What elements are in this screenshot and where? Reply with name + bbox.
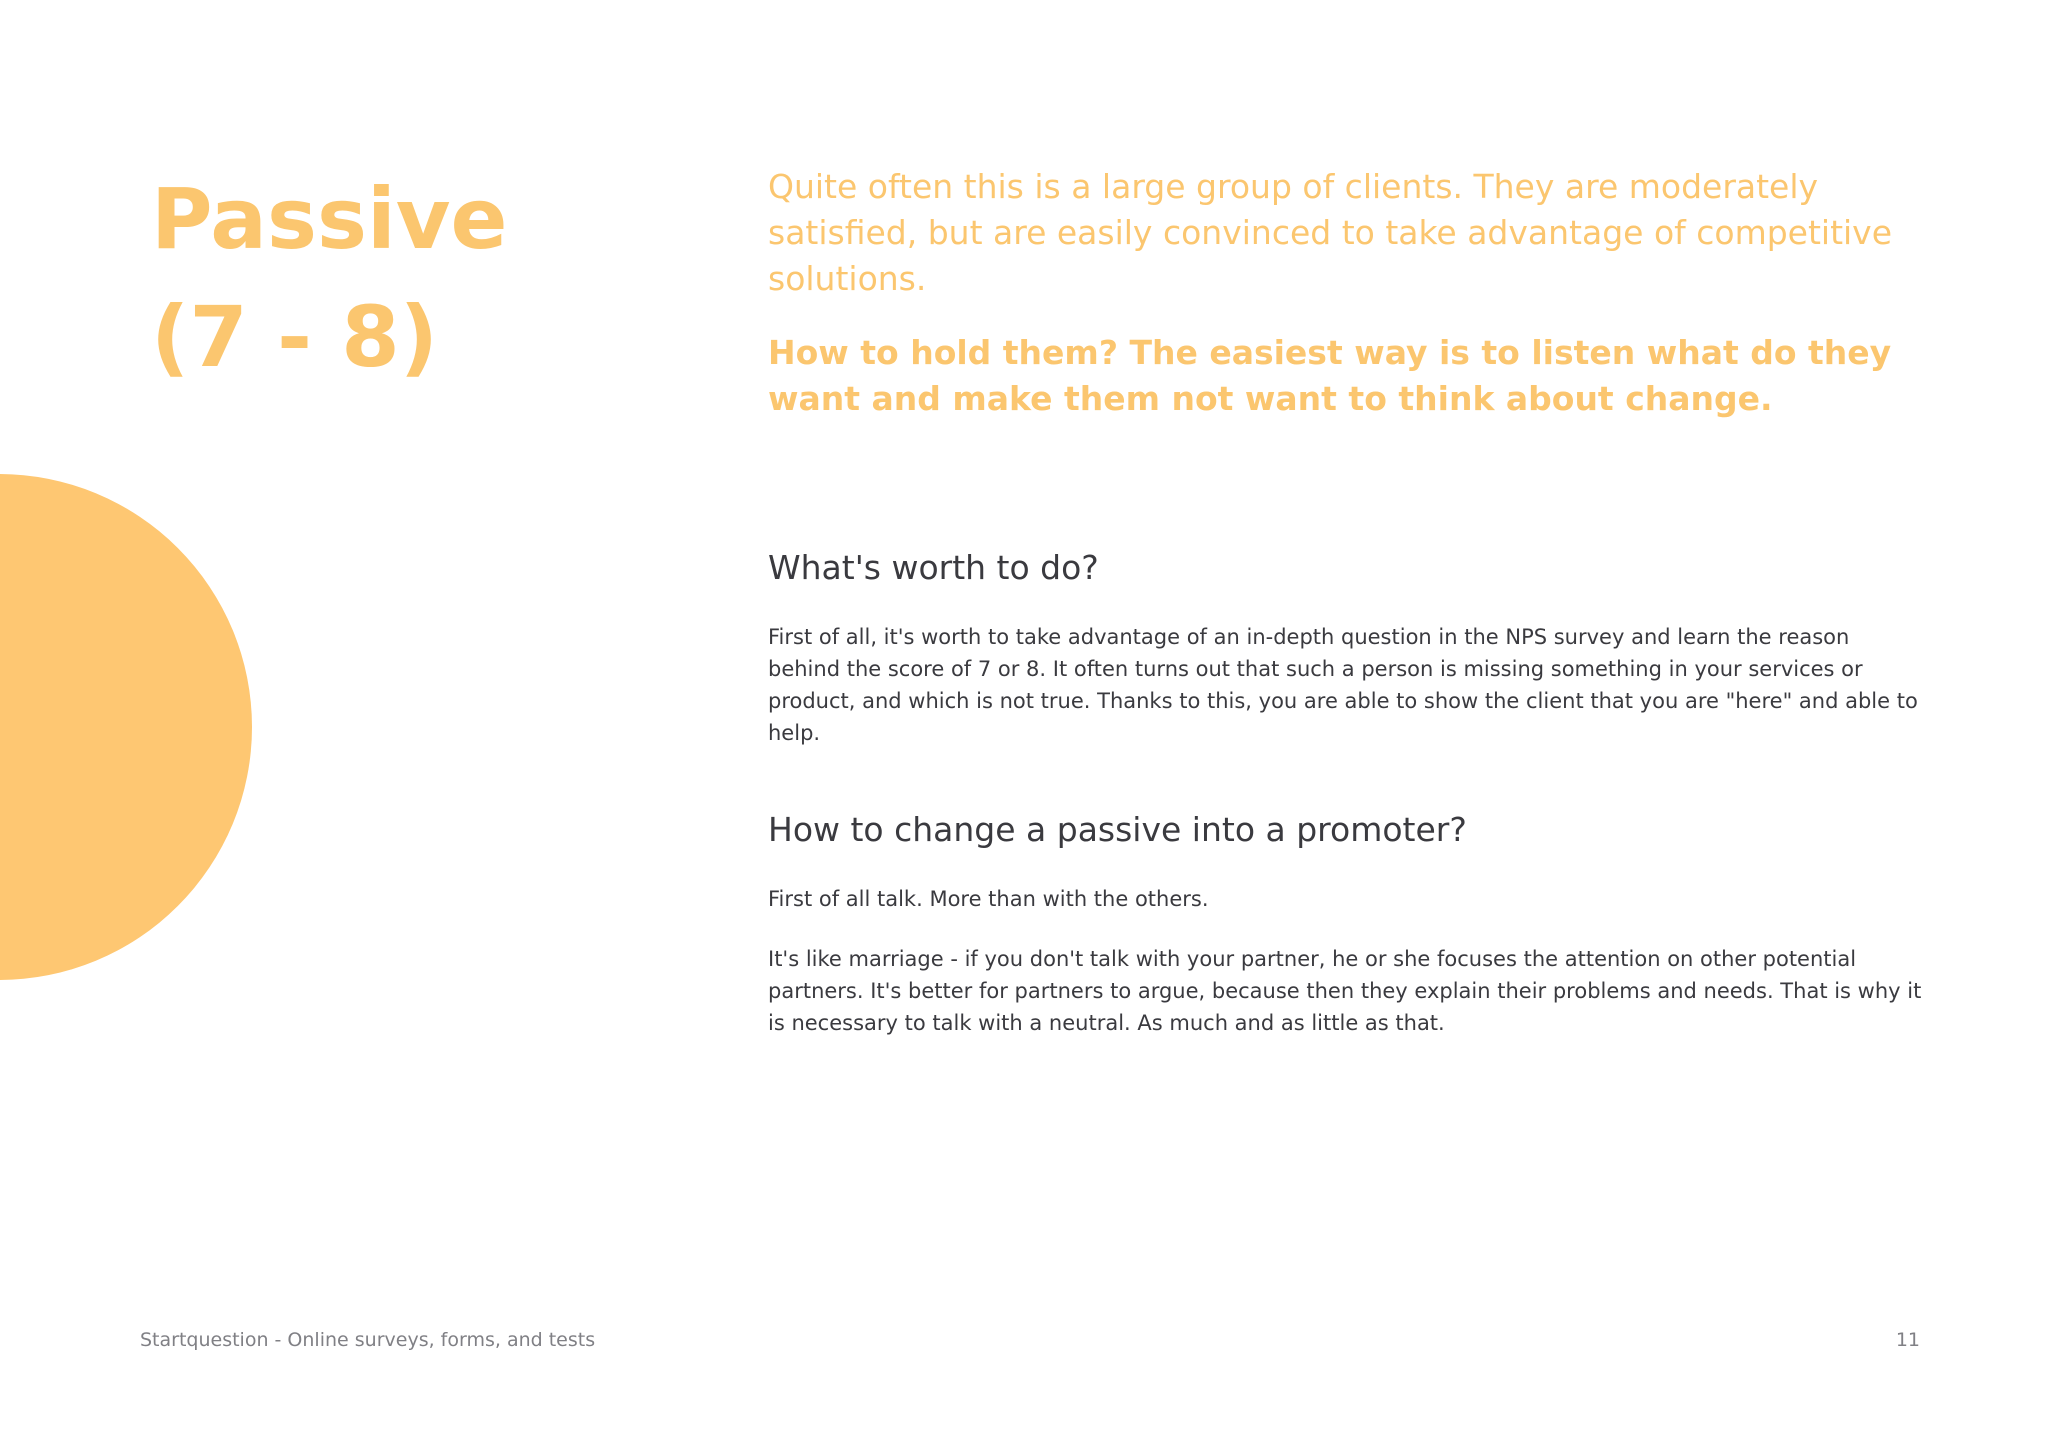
section-passive-to-promoter bbox=[768, 807, 1928, 1039]
section-heading: What's worth to do? bbox=[768, 548, 1099, 587]
section-paragraph: First of all talk. More than with the others. bbox=[768, 887, 1209, 911]
section-heading: How to change a passive into a promoter? bbox=[768, 810, 1467, 849]
intro-block bbox=[768, 164, 1928, 422]
page-title: Passive bbox=[151, 170, 508, 268]
title-block bbox=[151, 160, 711, 396]
page-number: 11 bbox=[1895, 1329, 1920, 1351]
footer-brand: Startquestion - Online surveys, forms, and tests bbox=[140, 1329, 596, 1351]
score-range: (7 - 8) bbox=[151, 288, 439, 386]
intro-highlight: How to hold them? The easiest way is to listen what do they want and make them not want to think about change. bbox=[768, 333, 1892, 418]
section-paragraph: First of all, it's worth to take advantage of an in-depth question in the NPS survey and learn the reason behind the score of 7 or 8. It often turns out that such a person is missing something in your services or product, and which is not true. Thanks to this, you are able to show the client that you are "here" and able to help. bbox=[768, 625, 1918, 745]
section-worth-to-do bbox=[768, 545, 1928, 749]
section-paragraph: It's like marriage - if you don't talk with your partner, he or she focuses the attention on other potential partners. It's better for partners to argue, because then they explain their problems and needs. That is why it is necessary to talk with a neutral. As much and as little as that. bbox=[768, 947, 1922, 1035]
intro-lead: Quite often this is a large group of clients. They are moderately satisfied, but are easily convinced to take advantage of competitive solutions. bbox=[768, 167, 1893, 298]
decorative-circle bbox=[0, 474, 252, 980]
